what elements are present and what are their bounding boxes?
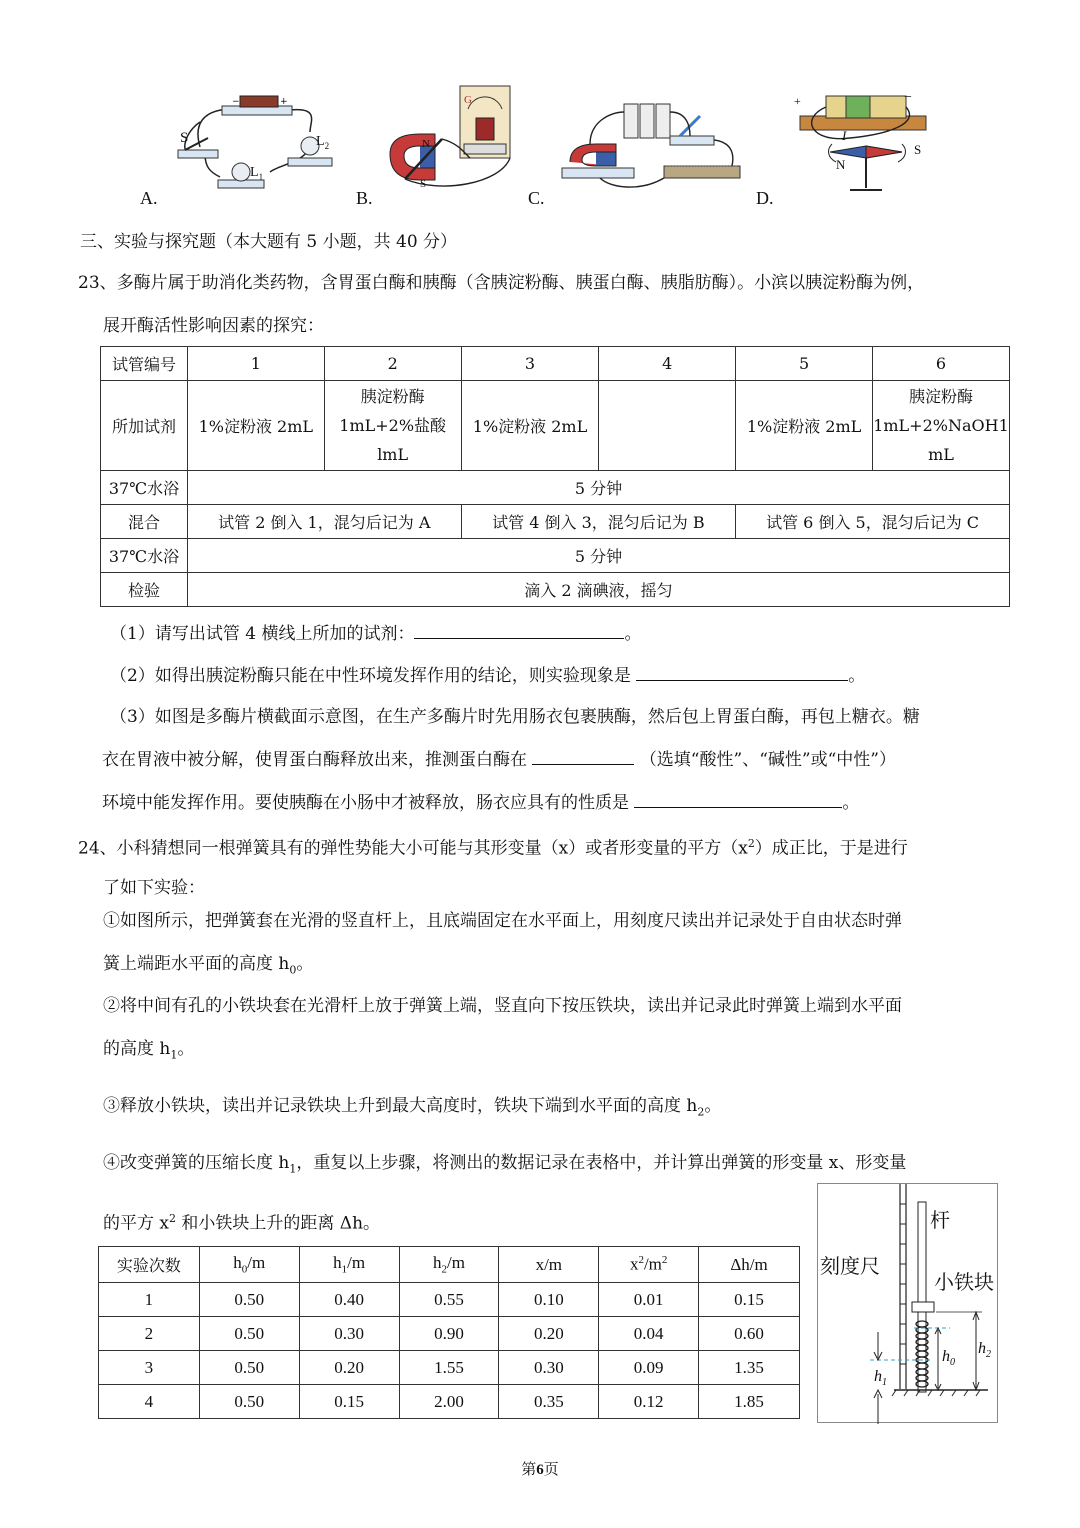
q24-stem-line1: 24、小科猜想同一根弹簧具有的弹性势能大小可能与其形变量（x）或者形变量的平方$(x^2)$成正比，于是进行 bbox=[78, 837, 908, 859]
bath-duration: 5 分钟 bbox=[187, 539, 1009, 573]
header-h2: $h_2/m$ bbox=[399, 1247, 499, 1283]
table-row bbox=[99, 1385, 800, 1419]
option-b-label: B. bbox=[356, 188, 373, 208]
table-row-tube bbox=[101, 347, 1010, 381]
header-trial: 实验次数 bbox=[99, 1247, 200, 1283]
table-row-test bbox=[101, 573, 1010, 607]
reagent-cell: 胰淀粉酶 1mL+2%NaOH1 mL bbox=[872, 381, 1009, 471]
row-label: 37℃水浴 bbox=[101, 471, 188, 505]
rod-label: 杆 bbox=[930, 1208, 950, 1232]
current-i-label: I bbox=[842, 128, 847, 143]
q24-step4-line2: 的平方 $x^2$ 和小铁块上升的距离 Δh。 bbox=[103, 1212, 381, 1234]
row-label: 混合 bbox=[101, 505, 188, 539]
tube-number: 3 bbox=[461, 347, 599, 381]
galvanometer-g-label: G bbox=[464, 94, 472, 106]
reagent-cell: 1%淀粉液 2mL bbox=[461, 381, 599, 471]
option-a-label: A. bbox=[140, 188, 158, 208]
reagent-cell: 1%淀粉液 2mL bbox=[187, 381, 324, 471]
row-label: 检验 bbox=[101, 573, 188, 607]
reagent-cell: 1%淀粉液 2mL bbox=[736, 381, 873, 471]
svg-text:+: + bbox=[280, 97, 288, 107]
h1-label: $h_1$ bbox=[874, 1368, 887, 1389]
header-delta-h: Δh/m bbox=[699, 1247, 800, 1283]
section-title: 三、实验与探究题（本大题有 5 小题，共 40 分） bbox=[80, 232, 458, 252]
compass-s-label: S bbox=[914, 142, 922, 157]
cell: 0.04 bbox=[599, 1317, 699, 1351]
cell: 0.10 bbox=[499, 1283, 599, 1317]
table-row-reagent bbox=[101, 381, 1010, 471]
header-h0: $h_0/m$ bbox=[199, 1247, 299, 1283]
ruler-label: 刻度尺 bbox=[820, 1254, 880, 1278]
q23-sub3-line1: （3）如图是多酶片横截面示意图，在生产多酶片时先用肠衣包裹胰酶，然后包上胃蛋白酶，再包上糖衣。糖 bbox=[110, 707, 920, 727]
solenoid-plus-label: + bbox=[794, 94, 801, 108]
table-row-bath2 bbox=[101, 539, 1010, 573]
tube-number: 2 bbox=[324, 347, 461, 381]
page-number: 第6页 bbox=[521, 1462, 559, 1478]
q24-step1-line2: 簧上端距水平面的高度 $h_0$。 bbox=[103, 954, 314, 977]
lamp-l2-label: $L_2$ bbox=[316, 134, 330, 151]
q24-step2-line1: ②将中间有孔的小铁块套在光滑杆上放于弹簧上端，竖直向下按压铁块，读出并记录此时弹簧上端到水平面 bbox=[103, 996, 902, 1016]
cell: 0.12 bbox=[599, 1385, 699, 1419]
svg-text:−: − bbox=[232, 97, 240, 107]
cell: 0.50 bbox=[199, 1385, 299, 1419]
test-cell: 滴入 2 滴碘液，摇匀 bbox=[187, 573, 1009, 607]
magnet-n-label: N bbox=[422, 138, 430, 150]
cell: 0.40 bbox=[299, 1283, 399, 1317]
mix-cell: 试管 4 倒入 3，混匀后记为 B bbox=[461, 505, 736, 539]
magnet-s-label: S bbox=[420, 178, 427, 190]
lamp-l1-label: $L_1$ bbox=[250, 165, 264, 182]
q24-stem-line2: 了如下实验： bbox=[103, 878, 205, 898]
row-label: 试管编号 bbox=[101, 347, 188, 381]
q23-sub2: （2）如得出胰淀粉酶只能在中性环境发挥作用的结论，则实验现象是 。 bbox=[110, 662, 865, 688]
compass-n-label: N bbox=[836, 157, 846, 172]
q24-step3: ③释放小铁块，读出并记录铁块上升到最大高度时，铁块下端到水平面的高度 $h_2$。 bbox=[103, 1096, 722, 1119]
table-header-row bbox=[99, 1247, 800, 1283]
answer-blank[interactable] bbox=[634, 789, 842, 808]
cell: 0.01 bbox=[599, 1283, 699, 1317]
cell: 0.15 bbox=[699, 1283, 800, 1317]
mix-cell: 试管 2 倒入 1，混匀后记为 A bbox=[187, 505, 461, 539]
cell: 0.60 bbox=[699, 1317, 800, 1351]
cell: 0.35 bbox=[499, 1385, 599, 1419]
tube-number: 6 bbox=[872, 347, 1009, 381]
cell: 0.20 bbox=[299, 1351, 399, 1385]
motor-figure-c bbox=[560, 92, 750, 202]
cell: 0.50 bbox=[199, 1351, 299, 1385]
cell: 0.55 bbox=[399, 1283, 499, 1317]
q23-stem-line1: 23、多酶片属于助消化类药物，含胃蛋白酶和胰酶（含胰淀粉酶、胰蛋白酶、胰脂肪酶）。小滨以胰淀粉酶为例， bbox=[78, 273, 925, 293]
cell: 2.00 bbox=[399, 1385, 499, 1419]
cell: 2 bbox=[99, 1317, 200, 1351]
solenoid-minus-label: − bbox=[904, 90, 912, 105]
q23-sub3-line2: 衣在胃液中被分解，使胃蛋白酶释放出来，推测蛋白酶在 （选填“酸性”、“碱性”或“中性”） bbox=[102, 746, 896, 772]
q23-stem-line2: 展开酶活性影响因素的探究： bbox=[103, 316, 324, 336]
option-c-label: C. bbox=[528, 188, 545, 208]
option-d-label: D. bbox=[756, 188, 774, 208]
row-label: 37℃水浴 bbox=[101, 539, 188, 573]
mix-cell: 试管 6 倒入 5，混匀后记为 C bbox=[736, 505, 1010, 539]
q24-step1-line1: ①如图所示，把弹簧套在光滑的竖直杆上，且底端固定在水平面上，用刻度尺读出并记录处于自由状态时弹 bbox=[103, 911, 902, 931]
table-row bbox=[99, 1317, 800, 1351]
table-row bbox=[99, 1283, 800, 1317]
answer-blank[interactable] bbox=[636, 662, 848, 681]
answer-blank[interactable] bbox=[414, 620, 624, 639]
switch-s-label: S bbox=[180, 130, 189, 146]
bath-duration: 5 分钟 bbox=[187, 471, 1009, 505]
header-x-squared: $x^2/m^2$ bbox=[599, 1247, 699, 1283]
cell: 0.15 bbox=[299, 1385, 399, 1419]
cell: 1.55 bbox=[399, 1351, 499, 1385]
q24-step2-line2: 的高度 $h_1$。 bbox=[103, 1039, 195, 1062]
iron-block-label: 小铁块 bbox=[934, 1270, 994, 1294]
cell: 0.30 bbox=[299, 1317, 399, 1351]
cell: 0.30 bbox=[499, 1351, 599, 1385]
q24-step4-line1: ④改变弹簧的压缩长度 $h_1$，重复以上步骤，将测出的数据记录在表格中，并计算出弹簧的形变量 x、形变量 bbox=[103, 1153, 907, 1176]
tube-number: 4 bbox=[599, 347, 736, 381]
q23-sub1: （1）请写出试管 4 横线上所加的试剂： 。 bbox=[110, 620, 641, 646]
answer-blank[interactable] bbox=[532, 746, 634, 765]
spring-data-table bbox=[98, 1246, 800, 1419]
cell: 3 bbox=[99, 1351, 200, 1385]
q23-sub3-line3: 环境中能发挥作用。要使胰酶在小肠中才被释放，肠衣应具有的性质是 。 bbox=[102, 789, 859, 815]
reagent-cell-blank bbox=[599, 381, 736, 471]
table-row-bath1 bbox=[101, 471, 1010, 505]
cell: 0.50 bbox=[199, 1283, 299, 1317]
row-label: 所加试剂 bbox=[101, 381, 188, 471]
tube-number: 1 bbox=[187, 347, 324, 381]
reagent-cell: 胰淀粉酶 1mL+2%盐酸 lmL bbox=[324, 381, 461, 471]
header-h1: $h_1/m$ bbox=[299, 1247, 399, 1283]
cell: 1 bbox=[99, 1283, 200, 1317]
enzyme-experiment-table bbox=[100, 346, 1010, 607]
h2-label: $h_2$ bbox=[978, 1340, 991, 1361]
table-row bbox=[99, 1351, 800, 1385]
cell: 4 bbox=[99, 1385, 200, 1419]
header-x: x/m bbox=[499, 1247, 599, 1283]
cell: 0.90 bbox=[399, 1317, 499, 1351]
h0-label: $h_0$ bbox=[942, 1348, 955, 1369]
cell: 0.09 bbox=[599, 1351, 699, 1385]
cell: 1.85 bbox=[699, 1385, 800, 1419]
spring-figure bbox=[817, 1183, 998, 1423]
tube-number: 5 bbox=[736, 347, 873, 381]
cell: 0.50 bbox=[199, 1317, 299, 1351]
cell: 1.35 bbox=[699, 1351, 800, 1385]
cell: 0.20 bbox=[499, 1317, 599, 1351]
table-row-mix bbox=[101, 505, 1010, 539]
